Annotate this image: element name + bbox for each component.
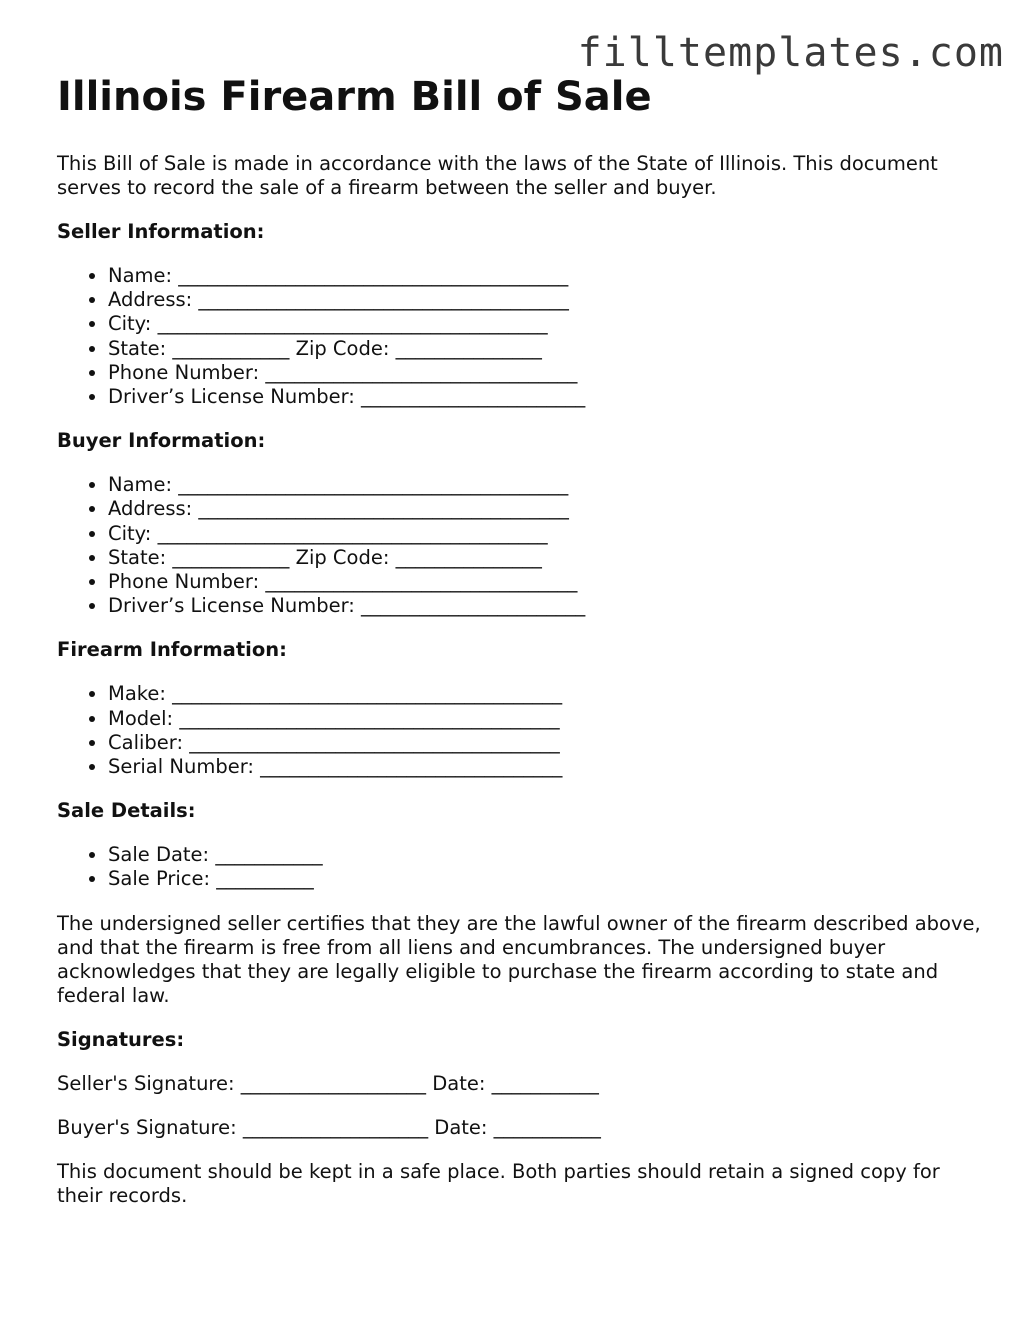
buyer-state-zip-field: • State: ____________ Zip Code: _______________ — [108, 546, 987, 570]
buyer-fields — [57, 473, 987, 618]
buyer-license-field: • Driver’s License Number: _______________________ — [108, 594, 987, 618]
sale-fields — [57, 843, 987, 891]
seller-phone-field: • Phone Number: ________________________________ — [108, 361, 987, 385]
closing-paragraph: This document should be kept in a safe place. Both parties should retain a signed copy for their records. — [57, 1159, 940, 1207]
firearm-model-field: • Model: _______________________________________ — [108, 707, 987, 731]
buyer-name-field: • Name: ________________________________________ — [108, 473, 987, 497]
firearm-make-field: • Make: ________________________________________ — [108, 682, 987, 706]
buyer-city-field: • City: ________________________________________ — [108, 522, 987, 546]
seller-heading: Seller Information: — [57, 220, 265, 243]
buyer-heading: Buyer Information: — [57, 429, 266, 453]
firearm-caliber-field: • Caliber: ______________________________________ — [108, 731, 987, 755]
buyer-signature-line: Buyer's Signature: ___________________ Date: ___________ — [57, 1115, 601, 1139]
certification-paragraph: The undersigned seller certifies that they are the lawful owner of the firearm described above, and that the firearm is free from all liens and encumbrances. The undersigned buyer acknowledges that they are legally eligible to purchase the firearm according to state and federal law. — [57, 911, 981, 1007]
intro-paragraph: This Bill of Sale is made in accordance with the laws of the State of Illinois. This document serves to record the sale of a firearm between the seller and buyer. — [57, 152, 938, 199]
document-page — [57, 72, 987, 1228]
document-title: Illinois Firearm Bill of Sale — [57, 74, 652, 120]
firearm-heading: Firearm Information: — [57, 638, 287, 662]
signatures-heading: Signatures: — [57, 1027, 185, 1051]
firearm-fields — [57, 682, 987, 779]
seller-address-field: • Address: ______________________________________ — [108, 288, 987, 312]
buyer-address-field: • Address: ______________________________________ — [108, 497, 987, 521]
sale-date-field: • Sale Date: ___________ — [108, 843, 987, 867]
watermark: filltemplates.com — [577, 30, 1004, 76]
seller-name-field: • Name: ________________________________________ — [108, 264, 987, 288]
seller-license-field: • Driver’s License Number: _______________________ — [108, 385, 987, 409]
seller-state-zip-field: • State: ____________ Zip Code: _______________ — [108, 337, 987, 361]
seller-city-field: • City: ________________________________________ — [108, 312, 987, 336]
firearm-serial-field: • Serial Number: _______________________________ — [108, 755, 987, 779]
sale-heading: Sale Details: — [57, 799, 196, 823]
seller-signature-line: Seller's Signature: ___________________ Date: ___________ — [57, 1071, 599, 1095]
buyer-phone-field: • Phone Number: ________________________________ — [108, 570, 987, 594]
sale-price-field: • Sale Price: __________ — [108, 867, 987, 891]
seller-fields — [57, 264, 987, 409]
